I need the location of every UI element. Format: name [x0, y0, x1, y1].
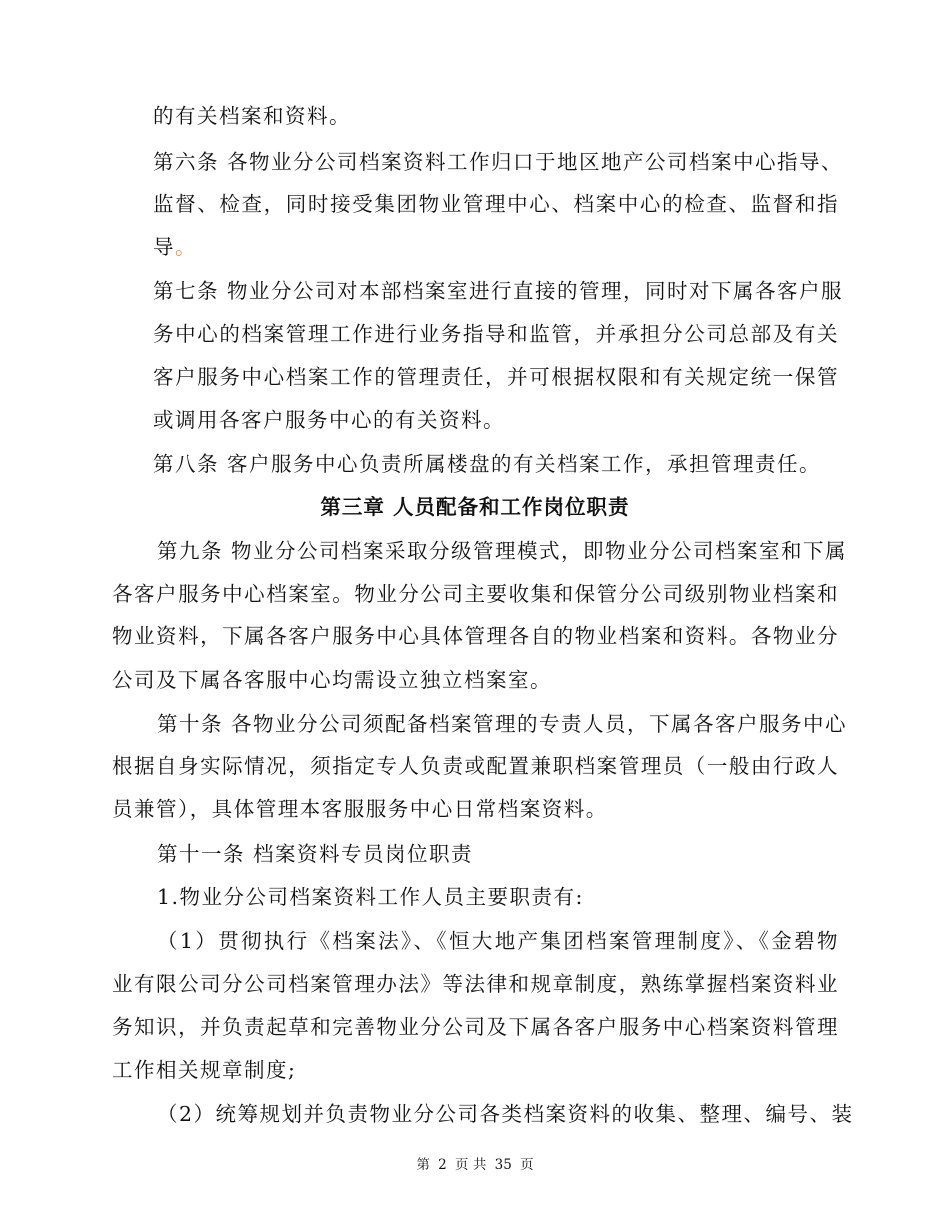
text-line-18: 1.物业分公司档案资料工作人员主要职责有:: [157, 885, 584, 909]
text-line-6: 务中心的档案管理工作进行业务指导和监管，并承担分公司总部及有关: [153, 322, 839, 346]
text-line-9: 第八条 客户服务中心负责所属楼盘的有关档案工作，承担管理责任。: [153, 452, 822, 476]
footer-total-pages: 35: [494, 1157, 512, 1173]
text-line-15: 根据自身实际情况，须指定专人负责或配置兼职档案管理员（一般由行政人: [112, 754, 839, 778]
footer-mid: 页 共: [455, 1157, 487, 1173]
text-line-14: 第十条 各物业分公司须配备档案管理的专责人员，下属各客户服务中心: [157, 712, 848, 736]
text-line-12: 物业资料，下属各客户服务中心具体管理各自的物业档案和资料。各物业分: [112, 624, 839, 648]
text-line-16: 员兼管），具体管理本客服服务中心日常档案资料。: [112, 797, 608, 821]
text-line-20: 业有限公司分公司档案管理办法》等法律和规章制度，熟练掌握档案资料业: [112, 972, 839, 996]
chapter-heading: 第三章 人员配备和工作岗位职责: [320, 495, 630, 519]
text-line-13: 公司及下属各客服中心均需设立独立档案室。: [112, 668, 552, 692]
text-line-1: 的有关档案和资料。: [153, 104, 351, 128]
text-line-17: 第十一条 档案资料专员岗位职责: [157, 842, 474, 866]
text-line-2: 第六条 各物业分公司档案资料工作归口于地区地产公司档案中心指导、: [153, 150, 844, 174]
text-line-19: （1）贯彻执行《档案法》、《恒大地产集团档案管理制度》、《金碧物: [157, 929, 839, 953]
text-line-11: 各客户服务中心档案室。物业分公司主要收集和保管分公司级别物业档案和: [112, 582, 839, 606]
text-line-10: 第九条 物业分公司档案采取分级管理模式，即物业分公司档案室和下属: [157, 539, 848, 563]
footer-current-page: 2: [438, 1157, 447, 1173]
text-line-5: 第七条 物业分公司对本部档案室进行直接的管理，同时对下属各客户服: [153, 279, 844, 303]
text-line-3: 监督、检查，同时接受集团物业管理中心、档案中心的检查、监督和指: [153, 192, 839, 216]
text-line-4-main: 导: [153, 235, 175, 259]
text-line-4-mark: 。: [175, 235, 197, 259]
footer-suffix: 页: [520, 1157, 534, 1173]
text-line-23: （2）统筹规划并负责物业分公司各类档案资料的收集、整理、编号、装: [157, 1102, 854, 1126]
footer-prefix: 第: [416, 1157, 430, 1173]
text-line-8: 或调用各客户服务中心的有关资料。: [153, 408, 505, 432]
text-line-21: 务知识，并负责起草和完善物业分公司及下属各客户服务中心档案资料管理: [112, 1015, 839, 1039]
text-line-22: 工作相关规章制度;: [112, 1058, 297, 1082]
text-line-7: 客户服务中心档案工作的管理责任，并可根据权限和有关规定统一保管: [153, 365, 839, 389]
text-line-4: [153, 233, 197, 261]
page-footer: [0, 1156, 950, 1174]
